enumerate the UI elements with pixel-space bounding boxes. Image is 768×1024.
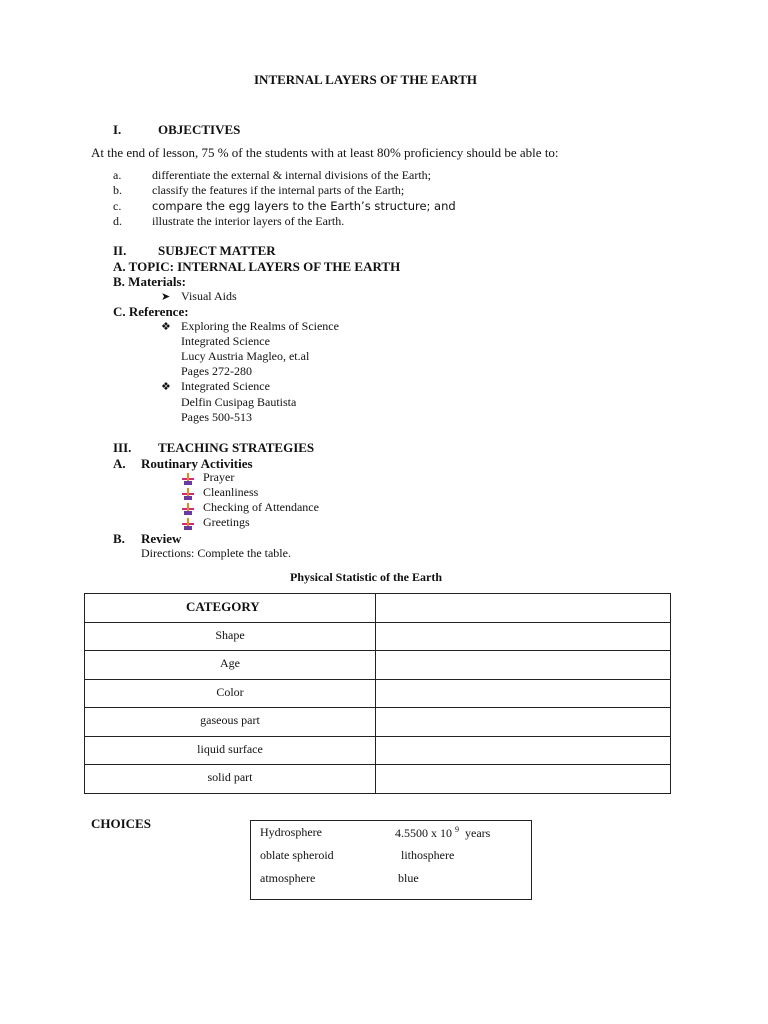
objective-text-b: classify the features if the internal parts of the Earth; [152,183,405,197]
reference-2-line-3: Pages 500-513 [181,410,252,424]
teaching-numeral: III. [113,440,132,455]
objective-text-c: compare the egg layers to the Earth’s structure; and [152,199,456,213]
choices-label: CHOICES [91,816,151,831]
objective-letter-b: b. [113,183,122,197]
diamond-bullet-icon: ❖ [161,320,171,333]
choices-box [250,820,532,900]
objective-letter-d: d. [113,214,122,228]
reference-1-line-1: Exploring the Realms of Science [181,319,339,333]
table-category-cell: gaseous part [85,708,376,737]
routinary-item: Prayer [203,470,235,484]
teaching-heading: TEACHING STRATEGIES [158,440,315,455]
objectives-heading: OBJECTIVES [158,122,241,137]
table-row [85,765,671,794]
table-row [85,651,671,680]
physical-statistics-table [84,593,671,794]
table-row [85,679,671,708]
task-bullet-icon [181,518,195,530]
choice-item: lithosphere [401,848,455,862]
table-answer-cell[interactable] [376,736,671,765]
table-answer-cell[interactable] [376,708,671,737]
routinary-letter: A. [113,456,126,471]
task-bullet-icon [181,473,195,485]
table-category-cell: Color [85,679,376,708]
table-answer-cell[interactable] [376,622,671,651]
table-answer-cell[interactable] [376,651,671,680]
routinary-label: Routinary Activities [141,456,253,471]
arrow-bullet-icon: ➤ [161,290,171,303]
reference-1-line-3: Lucy Austria Magleo, et.al [181,349,310,363]
materials-label: B. Materials: [113,274,186,289]
table-category-cell: Age [85,651,376,680]
objective-text-d: illustrate the interior layers of the Earth. [152,214,345,228]
table-caption: Physical Statistic of the Earth [290,570,442,584]
table-category-cell: solid part [85,765,376,794]
choice-item: Hydrosphere [260,825,322,839]
table-row [85,622,671,651]
diamond-bullet-icon: ❖ [161,380,171,393]
routinary-item: Checking of Attendance [203,500,319,514]
table-answer-cell[interactable] [376,765,671,794]
table-category-cell: liquid surface [85,736,376,765]
objectives-intro: At the end of lesson, 75 % of the students with at least 80% proficiency should be able to: [91,145,559,160]
subject-matter-heading: SUBJECT MATTER [158,243,276,258]
table-answer-cell[interactable] [376,679,671,708]
table-row [85,594,671,623]
review-directions: Directions: Complete the table. [141,546,291,560]
task-bullet-icon [181,488,195,500]
choice-item: atmosphere [260,871,316,885]
choice-item: 4.5500 x 10 $^9$ years [395,825,491,840]
document-title: INTERNAL LAYERS OF THE EARTH [254,72,478,87]
table-row [85,736,671,765]
topic-line: A. TOPIC: INTERNAL LAYERS OF THE EARTH [113,259,401,274]
subject-matter-numeral: II. [113,243,127,258]
reference-2-line-2: Delfin Cusipag Bautista [181,395,297,409]
choice-item: oblate spheroid [260,848,334,862]
table-row [85,708,671,737]
review-letter: B. [113,531,125,546]
material-item: Visual Aids [181,289,237,303]
objective-text-a: differentiate the external & internal divisions of the Earth; [152,168,432,182]
choice-item: blue [398,871,419,885]
review-label: Review [141,531,182,546]
reference-2-line-1: Integrated Science [181,379,270,393]
table-header-category: CATEGORY [85,594,376,623]
objectives-numeral: I. [113,122,122,137]
reference-1-line-2: Integrated Science [181,334,270,348]
table-answer-cell[interactable] [376,594,671,623]
reference-label: C. Reference: [113,304,189,319]
routinary-item: Greetings [203,515,250,529]
objective-letter-a: a. [113,168,122,182]
objective-letter-c: c. [113,199,122,213]
routinary-item: Cleanliness [203,485,259,499]
task-bullet-icon [181,503,195,515]
table-category-cell: Shape [85,622,376,651]
reference-1-line-4: Pages 272-280 [181,364,252,378]
